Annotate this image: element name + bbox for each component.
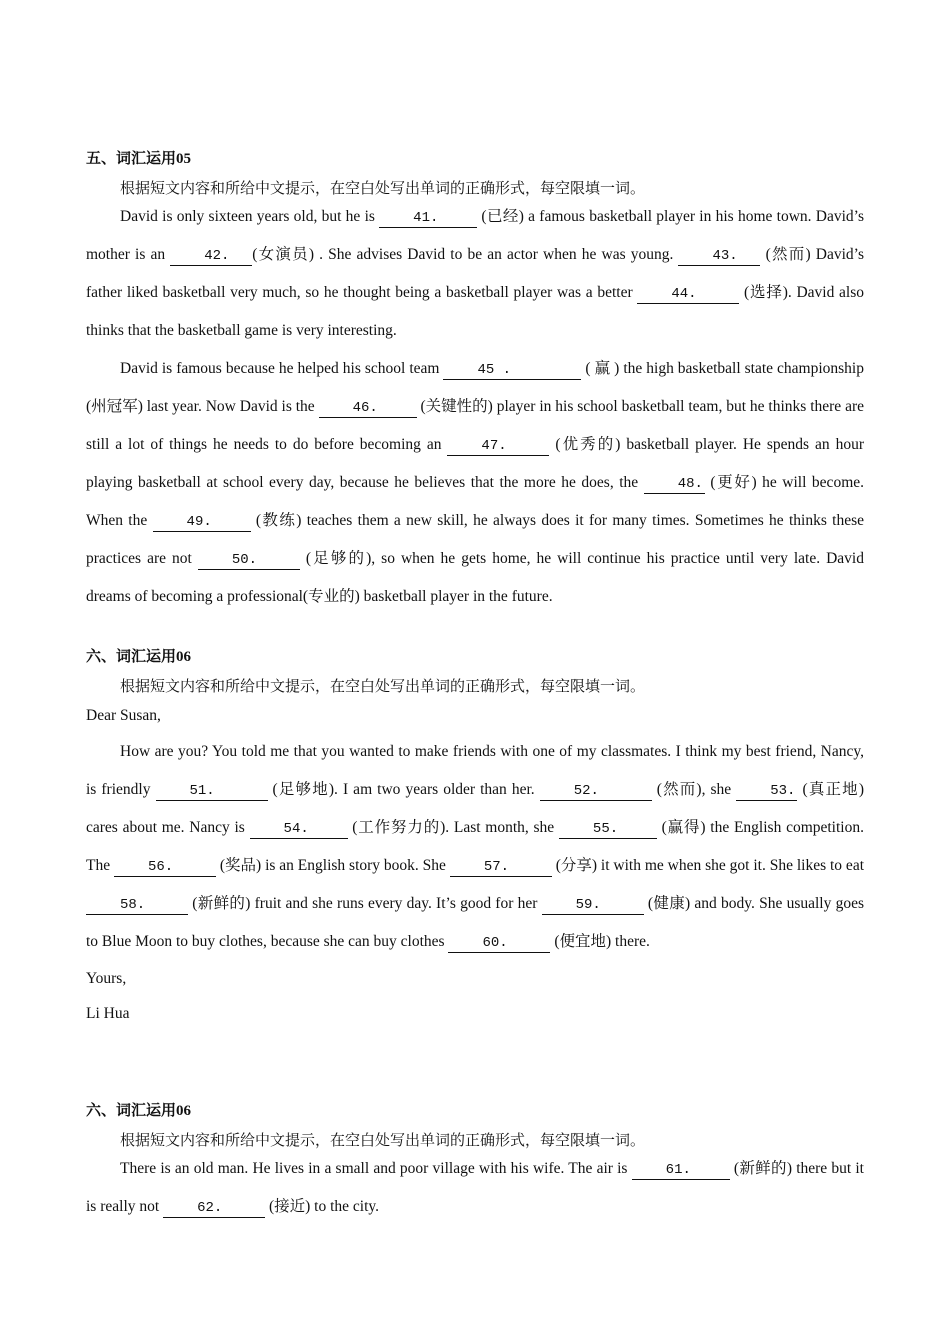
blank-number: 54.	[283, 821, 309, 837]
blank-number: 43.	[712, 248, 738, 264]
answer-blank-62[interactable]	[163, 1198, 265, 1218]
section-title: 六、词汇运用06	[86, 1103, 192, 1119]
answer-blank-52[interactable]	[540, 781, 652, 801]
passage-text: (分享) it with me when she got it. She likes to eat	[551, 857, 865, 874]
blank-number: 47.	[481, 438, 507, 454]
blank-number: 60.	[482, 935, 508, 951]
answer-blank-53[interactable]	[736, 781, 797, 801]
answer-blank-59[interactable]	[542, 895, 644, 915]
passage-text: (接近) to the city.	[265, 1198, 379, 1215]
passage-text: (已经) a famous basketball player in his home town. David’s mother is an	[86, 208, 864, 263]
section-instruction: 根据短文内容和所给中文提示，在空白处写出单词的正确形式，每空限填一词。	[120, 181, 646, 197]
blank-number: 59.	[575, 897, 601, 913]
blank-number: 46.	[352, 400, 378, 416]
passage-paragraph	[86, 350, 864, 616]
answer-blank-56[interactable]	[114, 857, 216, 877]
passage-text: (真正地) cares about me. Nancy is	[86, 781, 864, 836]
section-vocab-05	[86, 148, 864, 616]
blank-number: 44.	[671, 286, 697, 302]
answer-blank-46[interactable]	[319, 398, 417, 418]
answer-blank-58[interactable]	[86, 895, 188, 915]
blank-number: 41.	[413, 210, 439, 226]
section-instruction: 根据短文内容和所给中文提示，在空白处写出单词的正确形式，每空限填一词。	[120, 679, 646, 695]
passage-text: (教练) teaches them a new skill, he always does it for many times. Sometimes he thinks these practices are not	[86, 512, 864, 567]
passage-text: David is only sixteen years old, but he is	[120, 208, 380, 225]
blank-number: 56.	[147, 859, 174, 875]
answer-blank-43[interactable]	[678, 246, 760, 266]
blank-number: 62.	[197, 1200, 223, 1216]
letter-greeting: Dear Susan,	[86, 707, 161, 724]
passage-text: David is famous because he helped his school team	[120, 360, 444, 377]
passage-text: (健康) and body. She usually goes to Blue Moon to buy clothes, because she can buy clothes	[86, 895, 864, 950]
blank-number: 49.	[186, 514, 212, 530]
letter-closing: Yours,	[86, 970, 127, 987]
blank-number: 58.	[120, 897, 146, 913]
section-title: 五、词汇运用05	[86, 151, 192, 167]
passage-paragraph	[86, 198, 864, 350]
answer-blank-57[interactable]	[450, 857, 552, 877]
passage-text: (女演员) . She advises David to be an actor when he was young.	[252, 246, 679, 263]
passage-text: How are you? You told me that you wanted to make friends with one of my classmates. I think my best friend, Nancy, is friendly	[86, 743, 864, 798]
passage-paragraph	[86, 733, 864, 961]
blank-number: 48.	[677, 476, 703, 492]
blank-number: 51.	[189, 783, 215, 799]
blank-number: 61.	[665, 1162, 691, 1178]
passage-text: (新鲜的) fruit and she runs every day. It’s good for her	[188, 895, 542, 912]
blank-number: 57.	[483, 859, 510, 875]
passage-paragraph	[86, 1150, 864, 1226]
passage-text: (选择). David also thinks that the basketball game is very interesting.	[86, 284, 865, 339]
answer-blank-51[interactable]	[156, 781, 268, 801]
section-vocab-06-a	[86, 646, 864, 1031]
blank-number: 55.	[592, 821, 619, 837]
blank-number: 53.	[770, 783, 796, 799]
answer-blank-61[interactable]	[632, 1160, 730, 1180]
answer-blank-48[interactable]	[644, 474, 705, 494]
letter-signature: Li Hua	[86, 1005, 130, 1022]
answer-blank-49[interactable]	[153, 512, 251, 532]
passage-text: (关键性的) player in his school basketball team, but he thinks there are still a lot of things he needs to do before becoming an	[86, 398, 864, 453]
passage-text: (更好) he will become. When the	[86, 474, 865, 529]
answer-blank-60[interactable]	[448, 933, 550, 953]
passage-text: (奖品) is an English story book. She	[215, 857, 450, 874]
blank-number: 50.	[231, 552, 258, 568]
answer-blank-44[interactable]	[637, 284, 739, 304]
section-title: 六、词汇运用06	[86, 649, 192, 665]
blank-number: 52.	[573, 783, 599, 799]
answer-blank-55[interactable]	[559, 819, 657, 839]
passage-text: (然而) David’s father liked basketball very much, so he thought being a basketball player was a better	[86, 246, 864, 301]
answer-blank-42[interactable]	[170, 246, 252, 266]
answer-blank-47[interactable]	[447, 436, 549, 456]
passage-text: (新鲜的) there but it is really not	[86, 1160, 864, 1215]
blank-number: 45 .	[477, 362, 512, 378]
passage-text: (优秀的) basketball player. He spends an hour playing basketball at school every day, because he believes that the more he does, the	[86, 436, 864, 491]
passage-text: ( 赢 ) the high basketball state championship (州冠军) last year. Now David is the	[86, 360, 864, 415]
answer-blank-41[interactable]	[379, 208, 477, 228]
passage-text: (然而), she	[651, 781, 737, 798]
answer-blank-45[interactable]	[443, 360, 581, 380]
passage-text: (便宜地) there.	[550, 933, 650, 950]
passage-text: (赢得) the English competition. The	[86, 819, 864, 874]
passage-text: (足够的), so when he gets home, he will continue his practice until very late. David dreams of becoming a professional(专业的) basketball player in the future.	[86, 550, 864, 605]
section-vocab-06-b	[86, 1100, 864, 1226]
answer-blank-50[interactable]	[198, 550, 300, 570]
passage-text: (足够地). I am two years older than her.	[267, 781, 540, 798]
answer-blank-54[interactable]	[250, 819, 348, 839]
section-instruction: 根据短文内容和所给中文提示，在空白处写出单词的正确形式，每空限填一词。	[120, 1133, 646, 1149]
blank-number: 42.	[204, 248, 230, 264]
passage-text: There is an old man. He lives in a small and poor village with his wife. The air is	[120, 1160, 632, 1177]
passage-text: (工作努力的). Last month, she	[347, 819, 559, 836]
